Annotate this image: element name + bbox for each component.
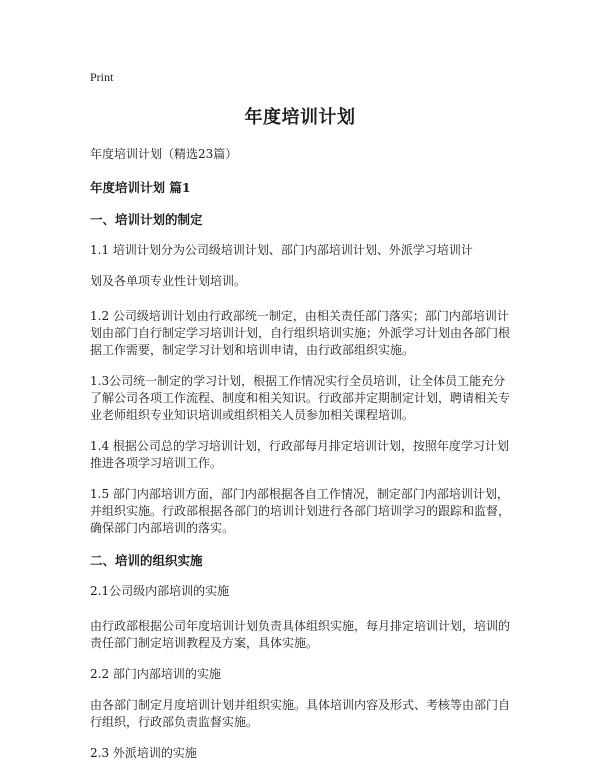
paragraph-1-5: 1.5 部门内部培训方面，部门内部根据各自工作情况，制定部门内部培训计划，并组织实施。行政部根据各部门的培训计划进行各部门培训学习的跟踪和监督，确保部门内部培训的落实。 <box>90 487 511 535</box>
paragraph-1-1-cont: 划及各单项专业性计划培训。 <box>90 274 247 288</box>
print-label: Print <box>90 70 114 84</box>
paragraph-2-3-heading: 2.3 外派培训的实施 <box>90 746 197 760</box>
page-title: 年度培训计划 <box>244 107 356 128</box>
chapter-heading: 年度培训计划 篇1 <box>90 180 191 195</box>
paragraph-1-2: 1.2 公司级培训计划由行政部统一制定，由相关责任部门落实；部门内部培训计划由部门自行制定学习培训计划，自行组织培训实施；外派学习计划由各部门根据工作需要，制定学习计划和培训申请，由行政部组织实施。 <box>90 309 511 357</box>
paragraph-2-1-heading: 2.1公司级内部培训的实施 <box>90 584 230 598</box>
section-heading-2: 二、培训的组织实施 <box>90 553 203 568</box>
paragraph-2-1: 由行政部根据公司年度培训计划负责具体组织实施，每月排定培训计划，培训的责任部门制定培训教程及方案，具体实施。 <box>90 619 511 650</box>
paragraph-1-4: 1.4 根据公司总的学习培训计划，行政部每月排定培训计划，按照年度学习计划推进各项学习培训工作。 <box>90 439 509 470</box>
section-heading-1: 一、培训计划的制定 <box>90 212 203 227</box>
paragraph-1-3: 1.3公司统一制定的学习计划，根据工作情况实行全员培训，让全体员工能充分了解公司各项工作流程、制度和相关知识。行政部并定期制定计划，聘请相关专业老师组织专业知识培训或组织相关人员参加相关课程培训。 <box>90 374 511 422</box>
paragraph-1-1: 1.1 培训计划分为公司级培训计划、部门内部培训计划、外派学习培训计 <box>90 243 473 257</box>
paragraph-2-2-heading: 2.2 部门内部培训的实施 <box>90 667 221 681</box>
document-subtitle: 年度培训计划（精选23篇） <box>90 147 238 161</box>
paragraph-2-2: 由各部门制定月度培训计划并组织实施。具体培训内容及形式、考核等由部门自行组织，行政部负责监督实施。 <box>90 698 511 729</box>
